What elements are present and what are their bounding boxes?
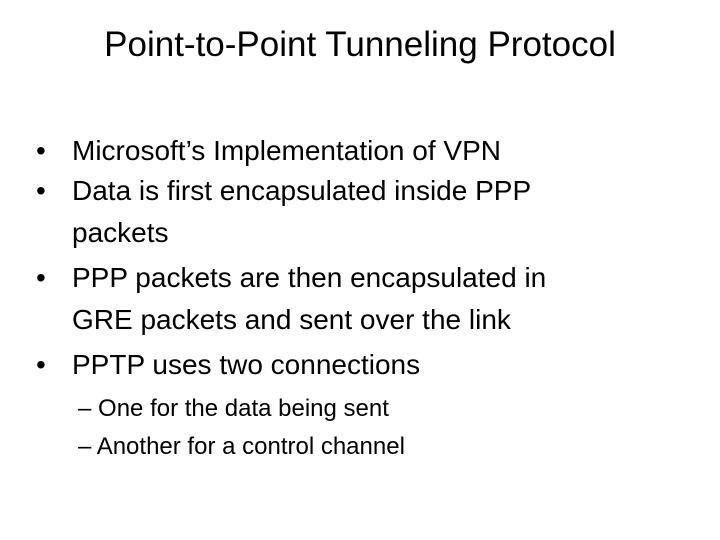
bullet-marker: • <box>36 349 46 380</box>
bullet-2-line-1: Data is first encapsulated inside PPP <box>72 175 532 206</box>
bullet-4-line-1: PPTP uses two connections <box>72 349 421 380</box>
bullet-3-line-2: GRE packets and sent over the link <box>72 304 511 335</box>
bullet-1-line-1: Microsoft’s Implementation of VPN <box>72 135 501 166</box>
sub-bullet-2 <box>78 431 405 463</box>
bullet-marker: • <box>36 135 46 166</box>
bullet-3-line-1: PPP packets are then encapsulated in <box>72 262 547 293</box>
bullet-2-line-2: packets <box>72 217 169 248</box>
sub-bullet-marker: – <box>78 395 92 422</box>
bullet-marker: • <box>36 175 46 206</box>
sub-bullet-2-text: Another for a control channel <box>96 433 405 460</box>
sub-bullet-1-text: One for the data being sent <box>98 395 389 422</box>
sub-bullet-1 <box>78 393 389 425</box>
sub-bullet-marker: – <box>78 433 92 460</box>
bullet-marker: • <box>36 262 46 293</box>
slide-title: Point-to-Point Tunneling Protocol <box>104 25 616 64</box>
